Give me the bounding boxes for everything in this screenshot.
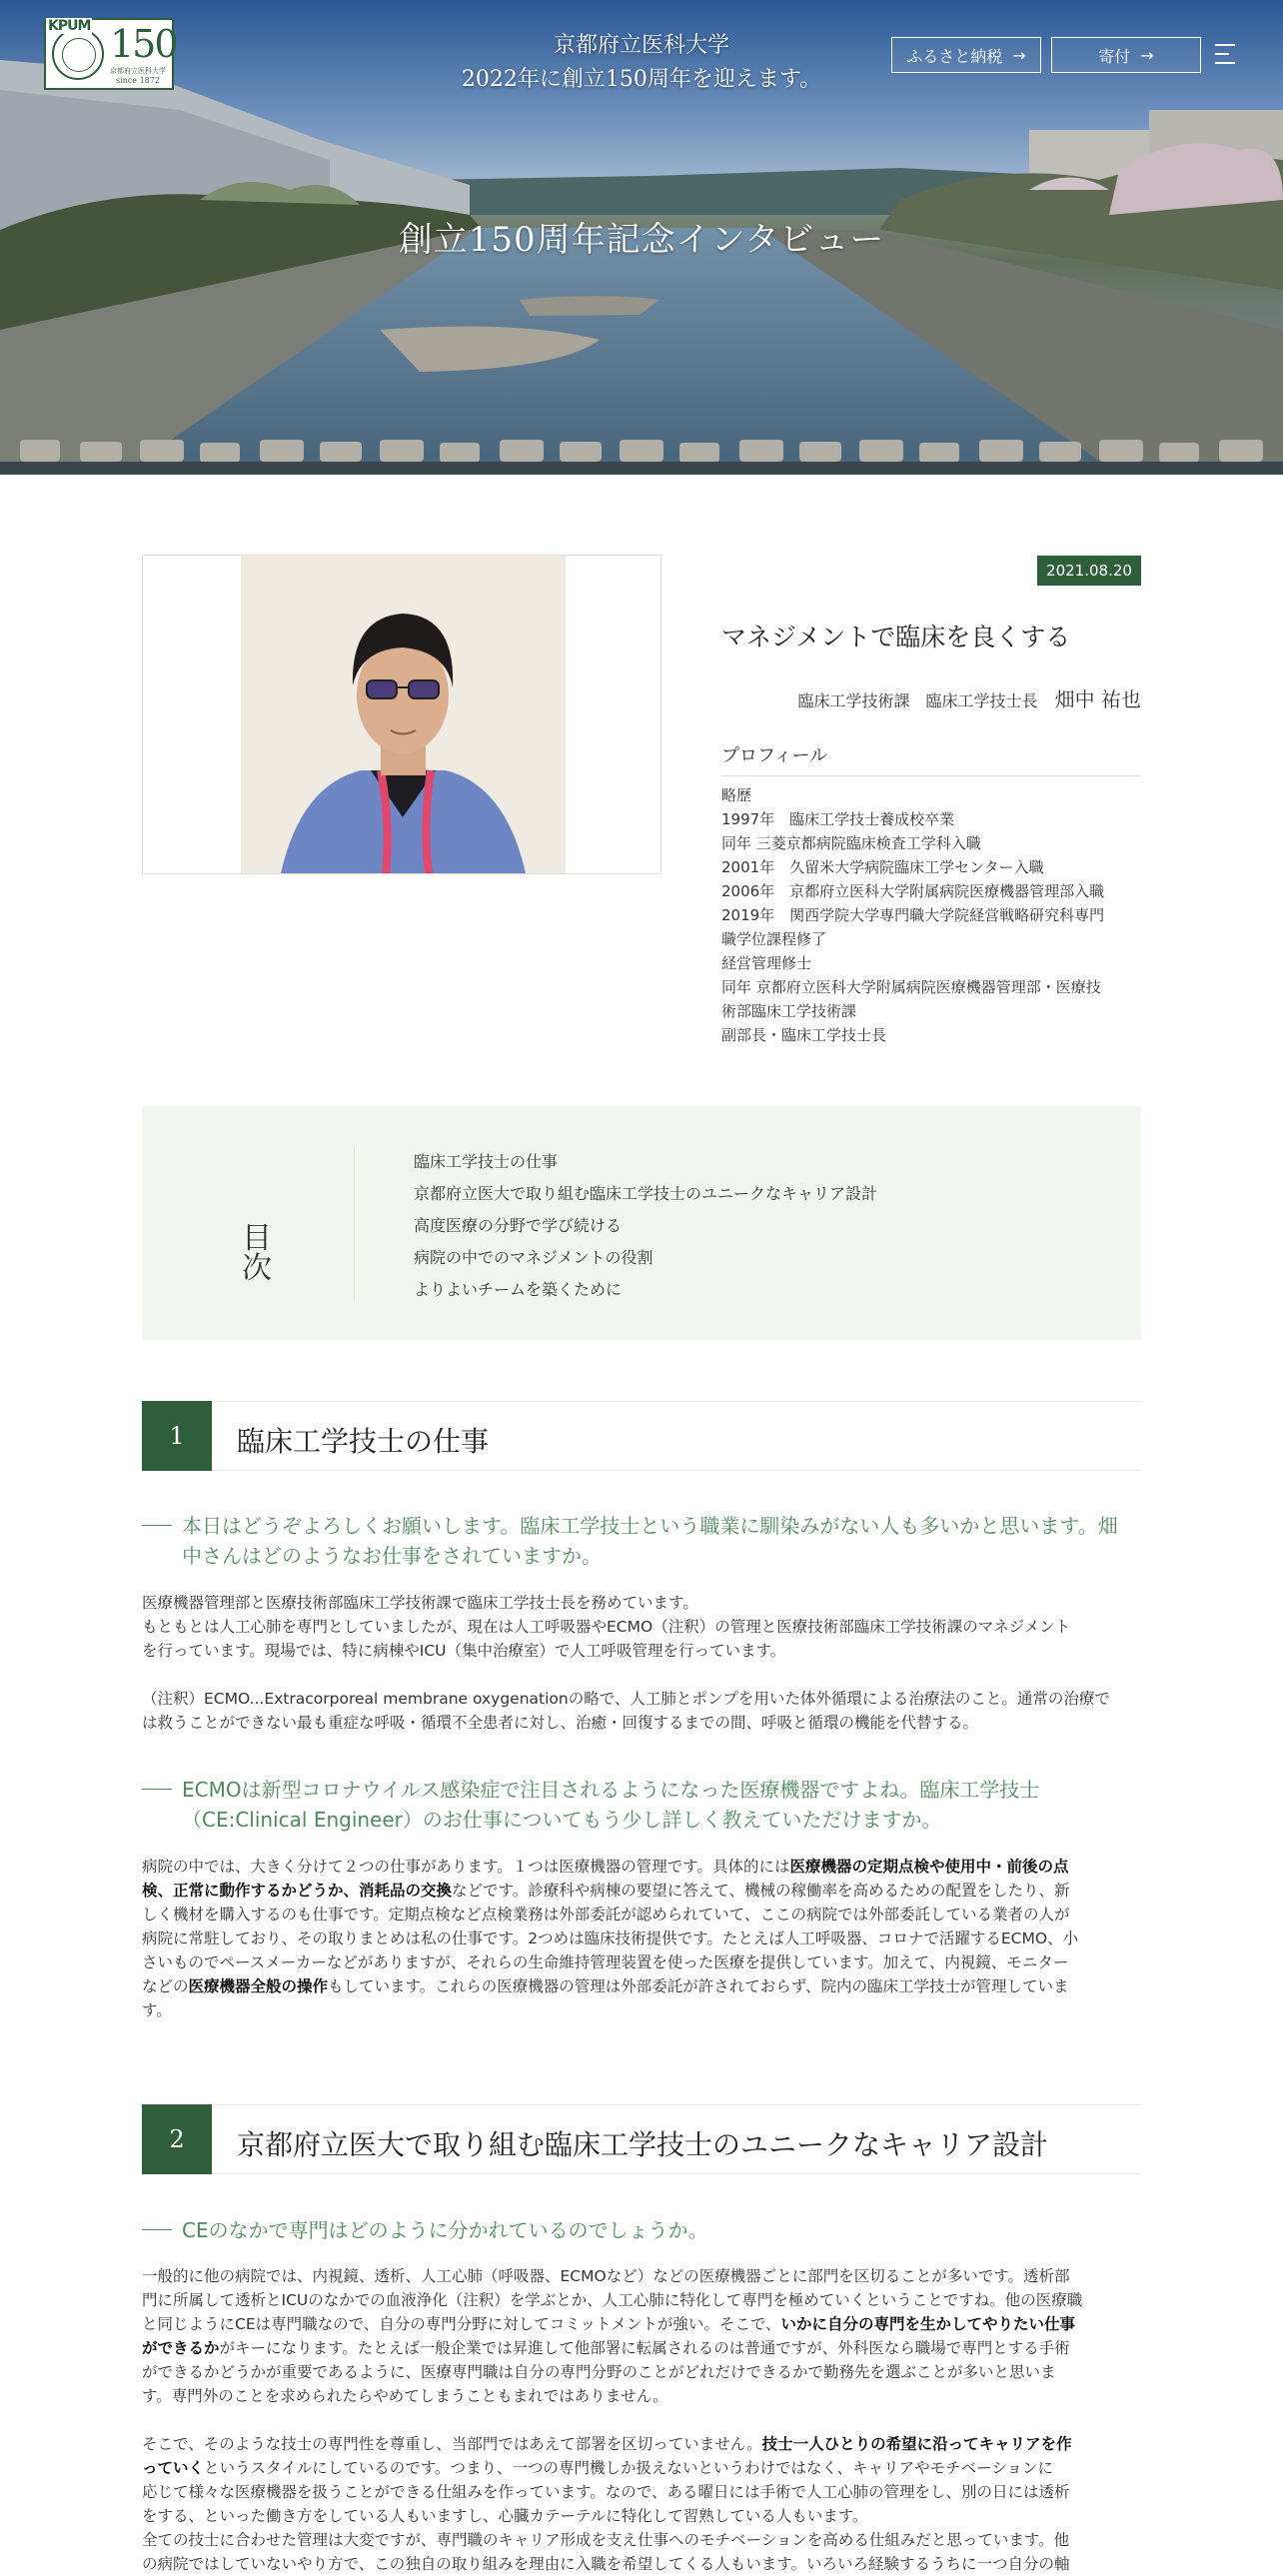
section-1-heading	[142, 1401, 1141, 1471]
menu-icon[interactable]	[1215, 42, 1235, 66]
profile-item: 同年 三菱京都病院臨床検査工学科入職	[721, 834, 981, 852]
donation-label: 寄付	[1098, 46, 1131, 66]
profile-item: 同年 京都府立医科大学附属病院医療機器管理部・医療技	[721, 978, 1101, 996]
question-2-1: CEのなかで専門はどのように分かれているのでしょうか。	[142, 2215, 1141, 2245]
logo-number: 150	[110, 22, 177, 66]
toc-label: 目 次	[242, 1221, 272, 1286]
site-tagline: 2022年に創立150周年を迎えます。	[461, 67, 822, 92]
furusato-tax-label: ふるさと納税	[906, 46, 1003, 66]
question-1-2: ECMOは新型コロナウイルス感染症で注目されるようになった医療機器ですよね。臨床工学技士 （CE:Clinical Engineer）のお仕事についてもう少し詳しく教えていただけますか。	[142, 1775, 1141, 1835]
logo-subtitle: 京都府立医科大学	[110, 67, 166, 75]
toc-link-5[interactable]: よりよいチームを築くために	[414, 1280, 623, 1299]
section-2-heading	[142, 2104, 1141, 2174]
profile-item: 2001年 久留米大学病院臨床工学センター入職	[721, 858, 1044, 876]
toc-divider	[354, 1146, 355, 1302]
profile-list	[721, 783, 1141, 1047]
article-title: マネジメントで臨床を良くする	[721, 623, 1071, 651]
answer-1-1: 医療機器管理部と医療技術部臨床工学技術課で臨床工学技士長を務めています。 もともとは人工心肺を専門としていましたが、現在は人工呼吸器やECMO（注釈）の管理と医療技術部臨床工学技術課のマネジメント を行っています。現場では、特に病棟やICU（集中治療室）で人工呼吸管理を行っています。	[142, 1594, 1071, 1660]
arrow-right-icon: →	[1140, 45, 1154, 65]
answer-1-2: 病院の中では、大きく分けて２つの仕事があります。１つは医療機器の管理です。具体的には医療機器の定期点検や使用中・前後の点 検、正常に動作するかどうか、消耗品の交換などです。診療科や病棟の要望に答えて、機械の稼働率を高めるための配置をしたり、新 しく機材を購入するのも仕事です。定期点検など点検業務は外部委託が認められていて、ここの病院では外部委託している業者の人が 病院に常駐しており、その取りまとめは私の仕事です。2つめは臨床技術提供です。たとえば人工呼吸器、コロナで活躍するECMO、小 さいものでペースメーカーなどがありますが、それらの生命維持管理装置を使った医療を提供しています。加えて、内視鏡、モニター などの医療機器全般の操作もしています。これらの医療機器の管理は外部委託が許されておらず、院内の臨床工学技士が管理していま す。	[142, 1858, 1079, 2019]
answer-2-2: そこで、そのような技士の専門性を尊重し、当部門ではあえて部署を区切っていません。技士一人ひとりの希望に沿ってキャリアを作 っていくというスタイルにしているのです。つまり、一つの専門機しか扱えないというわけではなく、キャリアやモチベーションに 応じて様々な医療機器を扱うことができる仕組みを作っています。なので、ある曜日には手術で人工心肺の管理をし、別の日には透析 をする、といった働き方をしている人もいますし、心臓カテーテルに特化して習熟している人もいます。 全ての技士に合わせた管理は大変ですが、専門職のキャリア形成を支え仕事へのモチベーションを高める仕組みだと思っています。他 の病院ではしていないやり方で、この独自の取り組みを理由に入職を希望してくる人もいます。いろいろ経験するうちに一つ自分の軸	[142, 2435, 1072, 2573]
page-title: 創立150周年記念インタビュー	[398, 220, 885, 260]
logo-mark: KPUM	[48, 18, 91, 34]
furusato-tax-button[interactable]	[891, 37, 1041, 73]
ecmo-footnote: （注釈）ECMO...Extracorporeal membrane oxygenationの略で、人工肺とポンプを用いた体外循環による治療法のこと。通常の治療で は救うことができない最も重症な呼吸・循環不全患者に対し、治癒・回復するまでの間、呼吸と循環の機能を代替する。	[142, 1690, 1110, 1732]
section-1-title: 臨床工学技士の仕事	[237, 1425, 490, 1458]
profile-item: 職学位課程修了	[721, 930, 827, 948]
donation-button[interactable]	[1051, 37, 1201, 73]
publish-date-badge: 2021.08.20	[1037, 556, 1141, 586]
logo-since: since 1872	[116, 76, 160, 85]
interviewee-name: 畑中 祐也	[1054, 687, 1141, 711]
interviewee-photo-frame	[142, 555, 661, 874]
profile-item: 2019年 関西学院大学専門職大学院経営戦略研究科専門	[721, 906, 1105, 924]
profile-item: 術部臨床工学技術課	[721, 1002, 857, 1020]
interviewee-byline	[798, 683, 1141, 712]
toc-list	[414, 1146, 877, 1306]
toc-link-1[interactable]: 臨床工学技士の仕事	[414, 1152, 559, 1171]
profile-item: 略歴	[721, 786, 752, 804]
section-2-number: 2	[142, 2104, 212, 2174]
profile-item: 副部長・臨床工学技士長	[721, 1026, 887, 1044]
hero-banner	[0, 0, 1283, 475]
interviewee-affiliation: 臨床工学技術課 臨床工学技士長	[797, 691, 1038, 710]
site-title: 京都府立医科大学	[553, 33, 729, 58]
answer-2-1: 一般的に他の病院では、内視鏡、透析、人工心肺（呼吸器、ECMOなど）などの医療機器ごとに部門を区切ることが多いです。透析部 門に所属して透析とICUのなかでの血液浄化（注釈）を学ぶとか、人工心肺に特化して専門を極めていくということですね。他の医療職 と同じようにCEは専門職なので、自分の専門分野に対してコミットメントが強い。そこで、いかに自分の専門を生かしてやりたい仕事 ができるかがキーになります。たとえば一般企業では昇進して他部署に転属されるのは普通ですが、外科医なら職場で専門とする手術 ができるかどうかが重要であるように、医療専門職は自分の専門分野のことがどれだけできるかで勤務先を選ぶことが多いと思いま す。専門外のことを求められたらやめてしまうこともまれではありません。	[142, 2267, 1083, 2405]
section-2-title: 京都府立医大で取り組む臨床工学技士のユニークなキャリア設計	[237, 2128, 1049, 2161]
profile-heading: プロフィール	[721, 741, 1141, 776]
profile-item: 経営管理修士	[721, 954, 812, 972]
section-1-number: 1	[142, 1401, 212, 1471]
question-1-1: 本日はどうぞよろしくお願いします。臨床工学技士という職業に馴染みがない人も多いかと思います。畑 中さんはどのようなお仕事をされていますか。	[142, 1511, 1141, 1571]
toc-link-4[interactable]: 病院の中でのマネジメントの役割	[414, 1248, 653, 1267]
profile-item: 2006年 京都府立医科大学附属病院医療機器管理部入職	[721, 882, 1105, 900]
table-of-contents	[142, 1106, 1141, 1340]
toc-link-3[interactable]: 高度医療の分野で学び続ける	[414, 1216, 623, 1235]
profile-item: 1997年 臨床工学技士養成校卒業	[721, 810, 955, 828]
arrow-right-icon: →	[1012, 45, 1026, 65]
toc-link-2[interactable]: 京都府立医大で取り組む臨床工学技士のユニークなキャリア設計	[414, 1184, 878, 1203]
interviewee-photo	[241, 556, 566, 873]
